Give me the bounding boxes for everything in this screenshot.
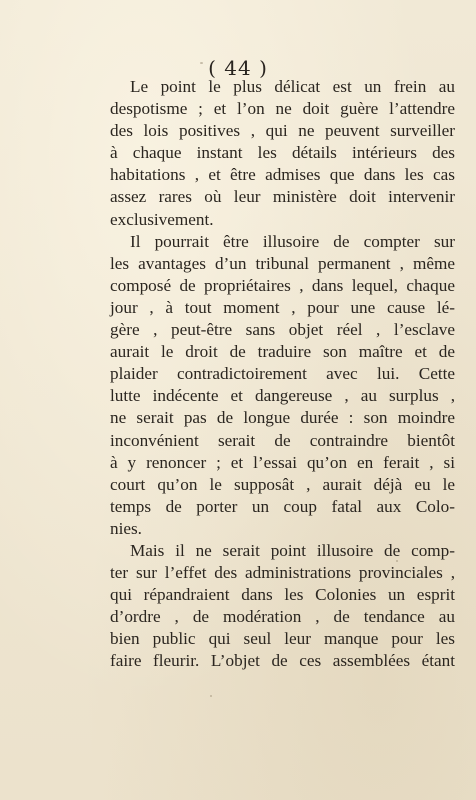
text-line: Le point le plus délicat est un frein au	[130, 77, 455, 96]
text-line: plaider contradictoirement avec lui. Cette	[110, 364, 455, 384]
paper-speck	[396, 560, 398, 562]
page-text	[110, 76, 455, 673]
text-line: bien public qui seul leur manque pour les	[110, 629, 455, 649]
text-line: despotisme ; et l’on ne doit guère l’attendre	[110, 99, 455, 119]
text-line: inconvénient serait de contraindre bientôt	[110, 430, 455, 450]
text-line: ne serait pas de longue durée : son moindre	[110, 408, 455, 428]
text-line: à y renoncer ; et l’essai qu’on en ferait , si	[110, 452, 455, 472]
paragraph-3	[110, 540, 455, 673]
paper-speck	[200, 62, 203, 64]
text-line: faire fleurir. L’objet de ces assemblées étant	[110, 651, 455, 671]
text-line: nies.	[110, 518, 142, 538]
text-line: jour , à tout moment , pour une cause lé-	[110, 297, 455, 317]
text-line: d’ordre , de modération , de tendance au	[110, 607, 455, 627]
text-line: habitations , et être admises que dans les cas	[110, 165, 455, 185]
text-line: Mais il ne serait point illusoire de comp-	[130, 540, 455, 560]
text-line: à chaque instant les détails intérieurs des	[110, 143, 455, 163]
text-line: Il pourrait être illusoire de compter sur	[130, 231, 455, 251]
text-line: temps de porter un coup fatal aux Colo-	[110, 496, 455, 516]
text-line: qui répandraient dans les Colonies un esprit	[110, 585, 455, 605]
paragraph-1	[110, 76, 455, 231]
text-line: des lois positives , qui ne peuvent surveiller	[110, 121, 455, 141]
text-line: les avantages d’un tribunal permanent , même	[110, 253, 455, 273]
text-line: aurait le droit de traduire son maître et de	[110, 342, 455, 362]
text-line: composé de propriétaires , dans lequel, chaque	[110, 275, 455, 295]
paper-speck	[210, 695, 212, 697]
text-line: lutte indécente et dangereuse , au surplus ,	[110, 386, 455, 406]
text-line: assez rares où leur ministère doit intervenir	[110, 187, 455, 207]
text-line: court qu’on le supposât , aurait déjà eu le	[110, 474, 455, 494]
text-line: exclusivement.	[110, 209, 214, 229]
page-number: ( 44 )	[208, 56, 268, 80]
text-line: gère , peut-être sans objet réel , l’esclave	[110, 320, 455, 340]
text-line: ter sur l’effet des administrations provinciales ,	[110, 563, 455, 583]
paragraph-2	[110, 231, 455, 540]
